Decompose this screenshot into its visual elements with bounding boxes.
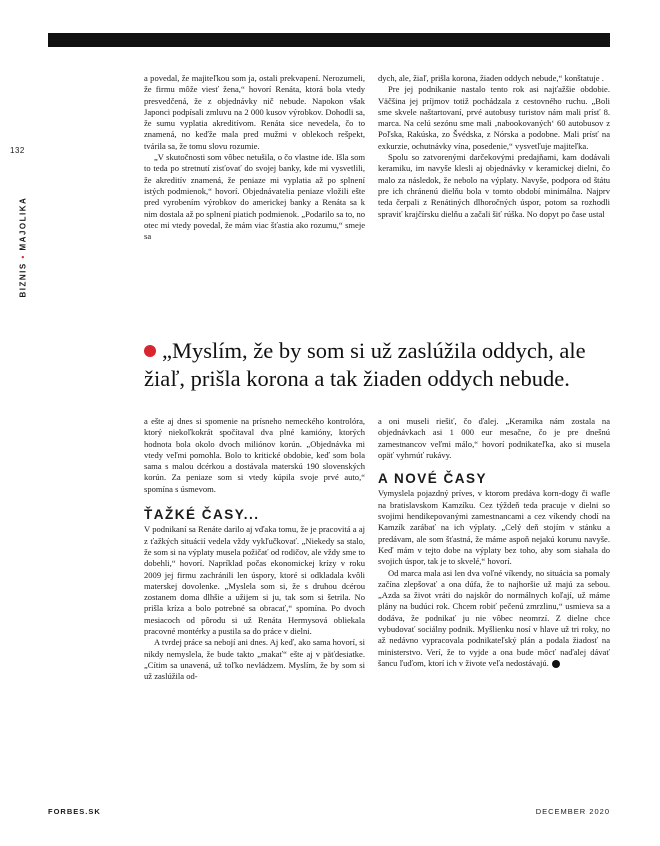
paragraph: a ešte aj dnes si spomenie na prísneho nemeckého kontrolóra, ktorý niekoľkokrát spočítaval dva plné kamióny, ktorých hodnota bola okolo dvoch miliónov korún. „Objednávka mi vtedy veľmi pomohla. Bolo to kritické obdobie, keď som bola sama s malou dcérkou a dostávala materskú 190 slovenských korún. Za peniaze som si vtedy kúpila svoje prvé auto,“ spomína s úsmevom. — [144, 416, 365, 494]
section-label — [18, 196, 28, 298]
paragraph: V podnikaní sa Renáte darilo aj vďaka tomu, že je pracovitá a aj z ťažkých situácií vedela vždy vykľučkovať. „Niekedy sa stalo, že som si na výplaty musela požičať od rodičov, ale vždy sme to dobehli,“ hovorí. Napríklad počas ekonomickej krízy v roku 2009 jej firmu zachránili len úspory, ktoré si odkladala kvôli materskej dovolenke. „Myslela som si, že s druhou dcérou zostanem doma dlhšie a užijem si ju, tak som si šetrila. No prišla kríza a bolo potrebné sa obracať,“ spomína. Po dvoch mesiacoch od pôrodu si už Renáta Hermysová obliekala pracovné montérky a pustila sa do práce v dielni. — [144, 524, 365, 637]
paragraph: A tvrdej práce sa nebojí ani dnes. Aj keď, ako sama hovorí, si nikdy nemyslela, že bude takto „makať“ ešte aj v päťdesiatke. „Cítim sa unavená, už toľko nevládzem. Myslím, že by som si už zaslúžila od- — [144, 637, 365, 682]
paragraph: Pre jej podnikanie nastalo tento rok asi najťažšie obdobie. Väčšina jej príjmov totiž pochádzala z cestovného ruchu. „Boli sme skvele naštartovaní, prvé autobusy turistov nám mali prísť 8. marca. Na celú sezónu sme mali ‚nabookovaných‘ 60 autobusov z Poľska, Rakúska, zo Švédska, z Nórska a podobne. Mali prísť na exkurzie, ochutnávky vína, posedenie,“ vysvetľuje majiteľka. — [378, 84, 610, 151]
footer-date: DECEMBER 2020 — [535, 807, 610, 816]
pull-quote — [144, 337, 614, 393]
section-left: BIZNIS — [18, 262, 28, 298]
footer-site: FORBES.SK — [48, 807, 101, 816]
end-mark-icon — [552, 660, 560, 668]
paragraph: Spolu so zatvorenými darčekovými predajňami, kam dodávali keramiku, im navyše klesli aj objednávky v keramickej dielni, čo malo za následok, že nebolo na výplaty. Navyše, podpora od štátu pre ich chránenú dielňu bola v tomto období minimálna. Najprv teda čerpali z Renátiných dlhoročných úspor, potom sa rozhodli spraviť krajčírsku dielňu a začali šiť rúška. No dopyt po čase ustal — [378, 152, 610, 219]
column-2-top — [378, 73, 610, 220]
paragraph: dych, ale, žiaľ, prišla korona, žiaden oddych nebude,“ konštatuje . — [378, 73, 604, 83]
paragraph: a oni museli riešiť, čo ďalej. „Keramika nám zostala na objednávkach asi 1 000 eur mesačne, čo je pre dnešnú zamestnancov veľmi málo,“ hovorí podnikateľka, ako si musela opäť vyhrnúť rukávy. — [378, 416, 610, 460]
column-1-top — [144, 73, 365, 242]
paragraph: „V skutočnosti som vôbec netušila, o čo vlastne ide. Išla som to teda po stretnutí zisťovať do svojej banky, kde mi vysvetlili, že akreditív znamená, že peniaze mi vyplatia až po splnení istých podmienok,“ hovorí. Objednávatelia peniaze vložili ešte pred vyrobením výrobkov do americkej banky a Renáta sa k nim dostala až po splnení piatich podmienok. „Podarilo sa to, no otec mi vtedy povedal, že mám viac šťastia ako rozumu,“ smeje sa — [144, 152, 365, 242]
page-number: 132 — [10, 146, 25, 155]
bullet-icon — [144, 345, 156, 357]
pull-quote-text: „Myslím, že by som si už zaslúžila oddych, ale žiaľ, prišla korona a tak žiaden oddych nebude. — [144, 338, 586, 391]
paragraph-text: Od marca mala asi len dva voľné víkendy, no situácia sa pomaly začína zlepšovať a ona dúfa, že to najhoršie už majú za sebou. „Azda sa život vráti do najskôr do normálnych koľají, už máme plány na budúci rok. Chcem robiť pečenú zmrzlinu,“ usmieva sa a dodáva, že podnikať ju nie vôbec neomrzí. Z dielne chce vybudovať sociálny podnik. Myšlienku nosí v hlave už tri roky, no až nedávno vypracovala podnikateľský plán a podala žiadosť na ministerstvo. Verí, že to vyjde a ona bude môcť naďalej dávať šancu ľuďom, ktorí ich v živote veľa nedostávajú. — [378, 567, 610, 668]
top-bar — [48, 33, 610, 47]
section-dot: • — [18, 250, 28, 259]
paragraph: Vymyslela pojazdný príves, v ktorom predáva korn-dogy či wafle na bratislavskom Kamzíku. Cez týždeň teda pracuje v dielni so svojimi hendikepovanými zamestnancami a cez víkendy chodí na Kamzík zarábať na ich výplaty. „Celý deň stojím v stánku a predávam, ale som šťastná, že máme aspoň nejakú korunu navyše. Keď mám v tejto dobe na výplaty bez toho, aby som siahala do svojich úspor, tak je to skvelé,“ hovorí. — [378, 488, 610, 567]
paragraph — [378, 568, 610, 670]
paragraph: a povedal, že majiteľkou som ja, ostali prekvapení. Nerozumeli, že firmu môže viesť žena,“ hovorí Renáta, ktorá bola vtedy presvedčená, že z objednávky nič nebude. Napokon však Japonci podpísali zmluvu na 2 000 kusov výrobkov. Dohodli sa, že sumu vyplatia akreditívom. Renáta sice nevedela, čo to znamená, no keďže mala pred mužmi v oblekoch rešpekt, tvárila sa, že tomu slovu rozumie. — [144, 73, 365, 151]
section-heading-2: A NOVÉ ČASY — [378, 471, 488, 487]
section-right: MAJOLIKA — [18, 196, 28, 251]
column-2-bottom — [378, 416, 610, 669]
section-heading-1: ŤAŽKÉ ČASY... — [144, 507, 260, 523]
column-1-bottom — [144, 416, 365, 683]
